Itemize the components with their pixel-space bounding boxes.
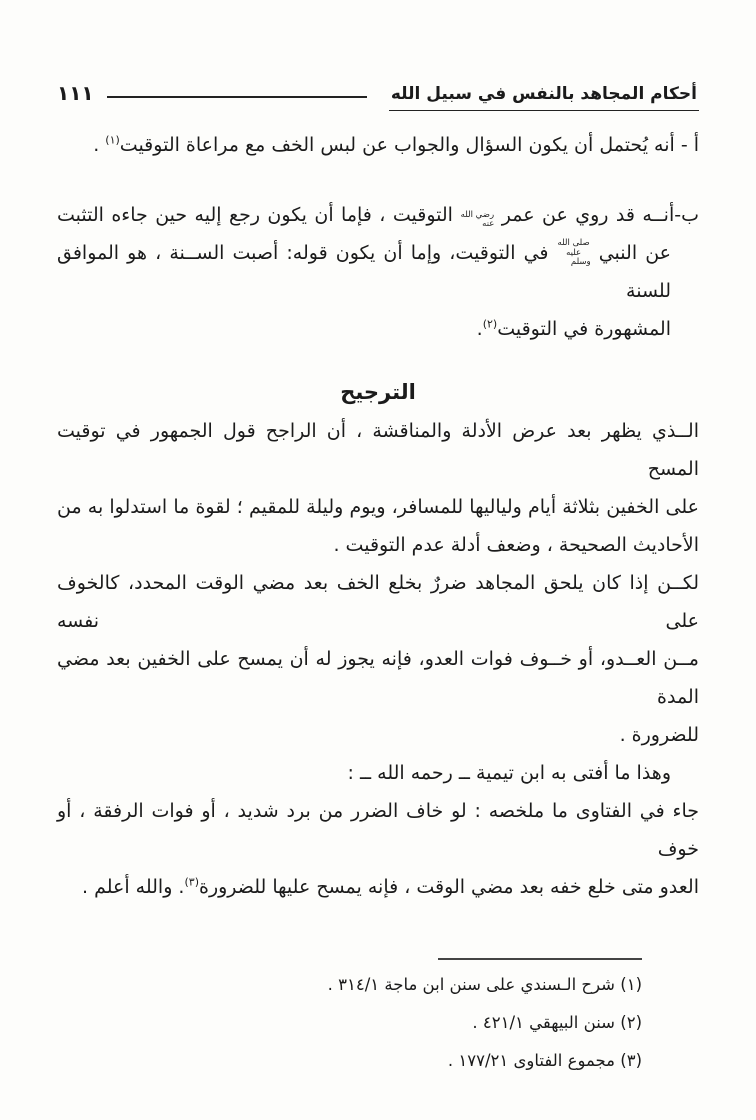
lakin-line-3: للضرورة . bbox=[619, 724, 699, 746]
header-divider-line bbox=[107, 96, 367, 98]
footnote-2: (٢) سنن البيهقي ٤٢١/١ . bbox=[472, 1013, 642, 1032]
point-b-line2-text: عن النبي bbox=[590, 242, 671, 264]
lakin-line-1: لكــن إذا كان يلحق المجاهد ضررٌ بخلع الخف بعد مضي الوقت المحدد، كالخوف على نفسه bbox=[57, 572, 699, 632]
page-number: ١١١ bbox=[57, 81, 94, 105]
footnote-ref-1: (١) bbox=[105, 133, 120, 147]
point-a-text: أ - أنه يُحتمل أن يكون السؤال والجواب عن لبس الخف مع مراعاة التوقيت bbox=[119, 134, 699, 156]
fatwa-line-1: جاء في الفتاوى ما ملخصه : لو خاف الضرر من برد شديد ، أو فوات الرفقة ، أو خوف bbox=[57, 800, 699, 860]
point-b-line1-text: ب-أنــه قد روي عن عمر bbox=[494, 204, 699, 226]
honorific-radiallahu-anhu: رضي الله عنه bbox=[460, 209, 495, 229]
footnote-separator bbox=[438, 958, 642, 960]
page-header bbox=[57, 81, 699, 122]
footnote-ref-2: (٢) bbox=[482, 317, 498, 331]
fatwa-line2-tail: . والله أعلم . bbox=[82, 876, 185, 898]
lakin-line-2: مــن العــدو، أو خــوف فوات العدو، فإنه يجوز له أن يمسح على الخفين بعد مضي المدة bbox=[57, 648, 699, 708]
section-heading-tarjih: الترجيح bbox=[340, 380, 416, 404]
point-b-line3-text: المشهورة في التوقيت bbox=[497, 318, 671, 340]
page-body bbox=[57, 126, 699, 906]
point-b-line-2 bbox=[57, 234, 699, 310]
tarjih-line-2: على الخفين بثلاثة أيام ولياليها للمسافر، ويوم وليلة للمقيم ؛ لقوة ما استدلوا به من bbox=[57, 496, 699, 518]
fatwa-line-2 bbox=[57, 868, 699, 906]
footnotes-block bbox=[90, 966, 642, 1080]
book-title: أحكام المجاهد بالنفس في سبيل الله bbox=[389, 84, 699, 111]
fatwa-intro-line: وهذا ما أفتى به ابن تيمية ــ رحمه الله ــ : bbox=[347, 762, 671, 784]
footnote-3: (٣) مجموع الفتاوى ١٧٧/٢١ . bbox=[447, 1051, 642, 1070]
footnote-1: (١) شرح الـسندي على سنن ابن ماجة ٣١٤/١ . bbox=[327, 975, 642, 994]
fatwa-line2-text: العدو متى خلع خفه بعد مضي الوقت ، فإنه يمسح عليها للضرورة bbox=[198, 876, 699, 898]
honorific-sallallahu-alayhi-wasallam: صلى الله عليه وسلم bbox=[557, 238, 591, 267]
point-b-line-3 bbox=[57, 310, 699, 348]
point-a-tail: . bbox=[93, 134, 106, 156]
point-b-line2-text-cont: في التوقيت، وإما أن يكون قوله: أصبت الســنة ، هو الموافق للسنة bbox=[57, 242, 671, 302]
tarjih-line-3: الأحاديث الصحيحة ، وضعف أدلة عدم التوقيت . bbox=[333, 534, 699, 556]
point-b-line3-tail: . bbox=[476, 318, 483, 340]
paragraph-point-b bbox=[57, 196, 699, 348]
point-b-line-1 bbox=[57, 196, 699, 234]
footnote-ref-3: (٣) bbox=[184, 875, 199, 889]
tarjih-paragraph bbox=[57, 412, 699, 906]
tarjih-line-1: الــذي يظهر بعد عرض الأدلة والمناقشة ، أن الراجح قول الجمهور في توقيت المسح bbox=[57, 420, 699, 480]
point-b-line1-text-cont: التوقيت ، فإما أن يكون رجع إليه حين جاءه التثبت bbox=[57, 204, 461, 226]
paragraph-point-a bbox=[57, 126, 699, 164]
